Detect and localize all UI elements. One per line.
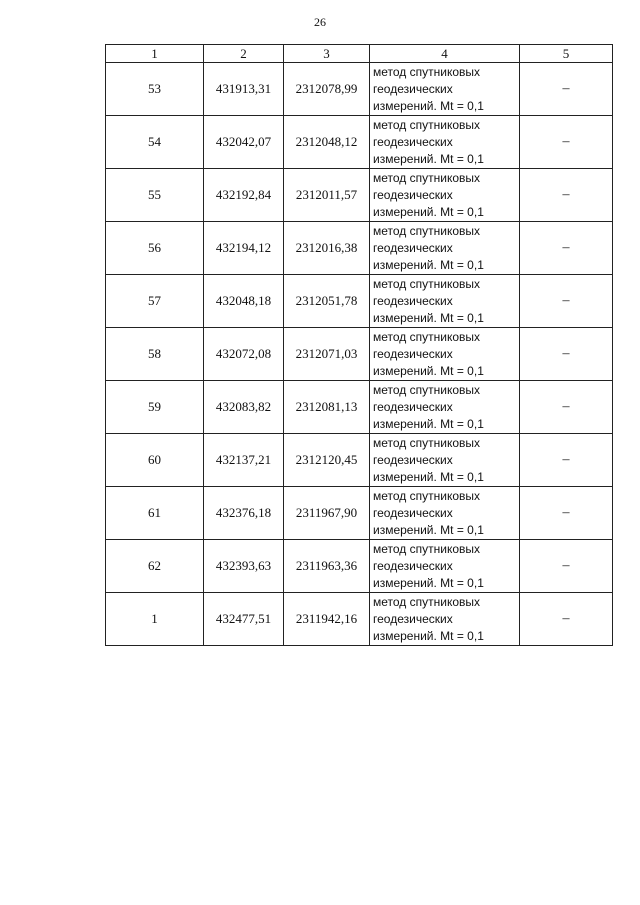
method-cell [370,540,520,593]
method-line: метод спутниковых [373,64,481,79]
method-line: метод спутниковых [373,276,481,291]
column-5-cell: – [520,222,613,275]
x-coordinate-cell: 432376,18 [204,487,284,540]
column-header-5: 5 [520,45,613,63]
column-5-cell: – [520,434,613,487]
x-coordinate-cell: 432192,84 [204,169,284,222]
method-line: геодезических [373,187,453,202]
method-line: геодезических [373,505,453,520]
method-line: геодезических [373,134,453,149]
point-number-cell: 59 [106,381,204,434]
point-number-cell: 61 [106,487,204,540]
column-5-cell: – [520,328,613,381]
column-header-1: 1 [106,45,204,63]
method-line: метод спутниковых [373,170,481,185]
method-line: геодезических [373,81,453,96]
method-line: измерений. Mt = 0,1 [373,416,484,431]
table-row [106,328,613,381]
method-line: метод спутниковых [373,329,481,344]
point-number-cell: 56 [106,222,204,275]
method-line: метод спутниковых [373,117,481,132]
method-cell [370,381,520,434]
table-row [106,434,613,487]
method-line: геодезических [373,346,453,361]
method-line: метод спутниковых [373,435,481,450]
point-number-cell: 60 [106,434,204,487]
method-line: геодезических [373,452,453,467]
method-line: метод спутниковых [373,594,481,609]
method-cell [370,275,520,328]
method-cell [370,593,520,646]
x-coordinate-cell: 431913,31 [204,63,284,116]
point-number-cell: 1 [106,593,204,646]
method-line: измерений. Mt = 0,1 [373,151,484,166]
table-body [106,63,613,646]
header-row [106,45,613,63]
table-row [106,63,613,116]
x-coordinate-cell: 432072,08 [204,328,284,381]
y-coordinate-cell: 2311963,36 [284,540,370,593]
method-cell [370,487,520,540]
method-line: измерений. Mt = 0,1 [373,575,484,590]
y-coordinate-cell: 2312011,57 [284,169,370,222]
table-row [106,593,613,646]
y-coordinate-cell: 2312016,38 [284,222,370,275]
method-cell [370,434,520,487]
column-5-cell: – [520,116,613,169]
x-coordinate-cell: 432137,21 [204,434,284,487]
y-coordinate-cell: 2312078,99 [284,63,370,116]
method-line: геодезических [373,611,453,626]
x-coordinate-cell: 432083,82 [204,381,284,434]
method-line: измерений. Mt = 0,1 [373,257,484,272]
table-row [106,540,613,593]
column-5-cell: – [520,169,613,222]
method-line: геодезических [373,293,453,308]
method-line: измерений. Mt = 0,1 [373,363,484,378]
x-coordinate-cell: 432042,07 [204,116,284,169]
column-5-cell: – [520,487,613,540]
y-coordinate-cell: 2312051,78 [284,275,370,328]
table-row [106,381,613,434]
method-line: измерений. Mt = 0,1 [373,628,484,643]
method-line: измерений. Mt = 0,1 [373,522,484,537]
method-line: измерений. Mt = 0,1 [373,98,484,113]
method-line: метод спутниковых [373,488,481,503]
method-line: метод спутниковых [373,541,481,556]
table-row [106,275,613,328]
y-coordinate-cell: 2311942,16 [284,593,370,646]
column-header-2: 2 [204,45,284,63]
method-line: геодезических [373,558,453,573]
point-number-cell: 57 [106,275,204,328]
method-cell [370,63,520,116]
column-5-cell: – [520,63,613,116]
method-cell [370,222,520,275]
coordinates-table [105,44,613,646]
column-5-cell: – [520,593,613,646]
method-cell [370,116,520,169]
method-line: метод спутниковых [373,382,481,397]
point-number-cell: 55 [106,169,204,222]
x-coordinate-cell: 432393,63 [204,540,284,593]
column-header-3: 3 [284,45,370,63]
table-row [106,116,613,169]
table-row [106,487,613,540]
method-line: измерений. Mt = 0,1 [373,469,484,484]
point-number-cell: 62 [106,540,204,593]
table-row [106,222,613,275]
y-coordinate-cell: 2312120,45 [284,434,370,487]
column-5-cell: – [520,275,613,328]
y-coordinate-cell: 2312081,13 [284,381,370,434]
y-coordinate-cell: 2312071,03 [284,328,370,381]
point-number-cell: 54 [106,116,204,169]
method-line: геодезических [373,240,453,255]
method-line: геодезических [373,399,453,414]
method-line: измерений. Mt = 0,1 [373,310,484,325]
column-5-cell: – [520,540,613,593]
y-coordinate-cell: 2312048,12 [284,116,370,169]
method-cell [370,169,520,222]
point-number-cell: 58 [106,328,204,381]
y-coordinate-cell: 2311967,90 [284,487,370,540]
column-header-4: 4 [370,45,520,63]
point-number-cell: 53 [106,63,204,116]
table-header [106,45,613,63]
method-line: измерений. Mt = 0,1 [373,204,484,219]
page-number: 26 [314,15,326,29]
method-line: метод спутниковых [373,223,481,238]
column-5-cell: – [520,381,613,434]
x-coordinate-cell: 432048,18 [204,275,284,328]
table-row [106,169,613,222]
method-cell [370,328,520,381]
x-coordinate-cell: 432477,51 [204,593,284,646]
x-coordinate-cell: 432194,12 [204,222,284,275]
